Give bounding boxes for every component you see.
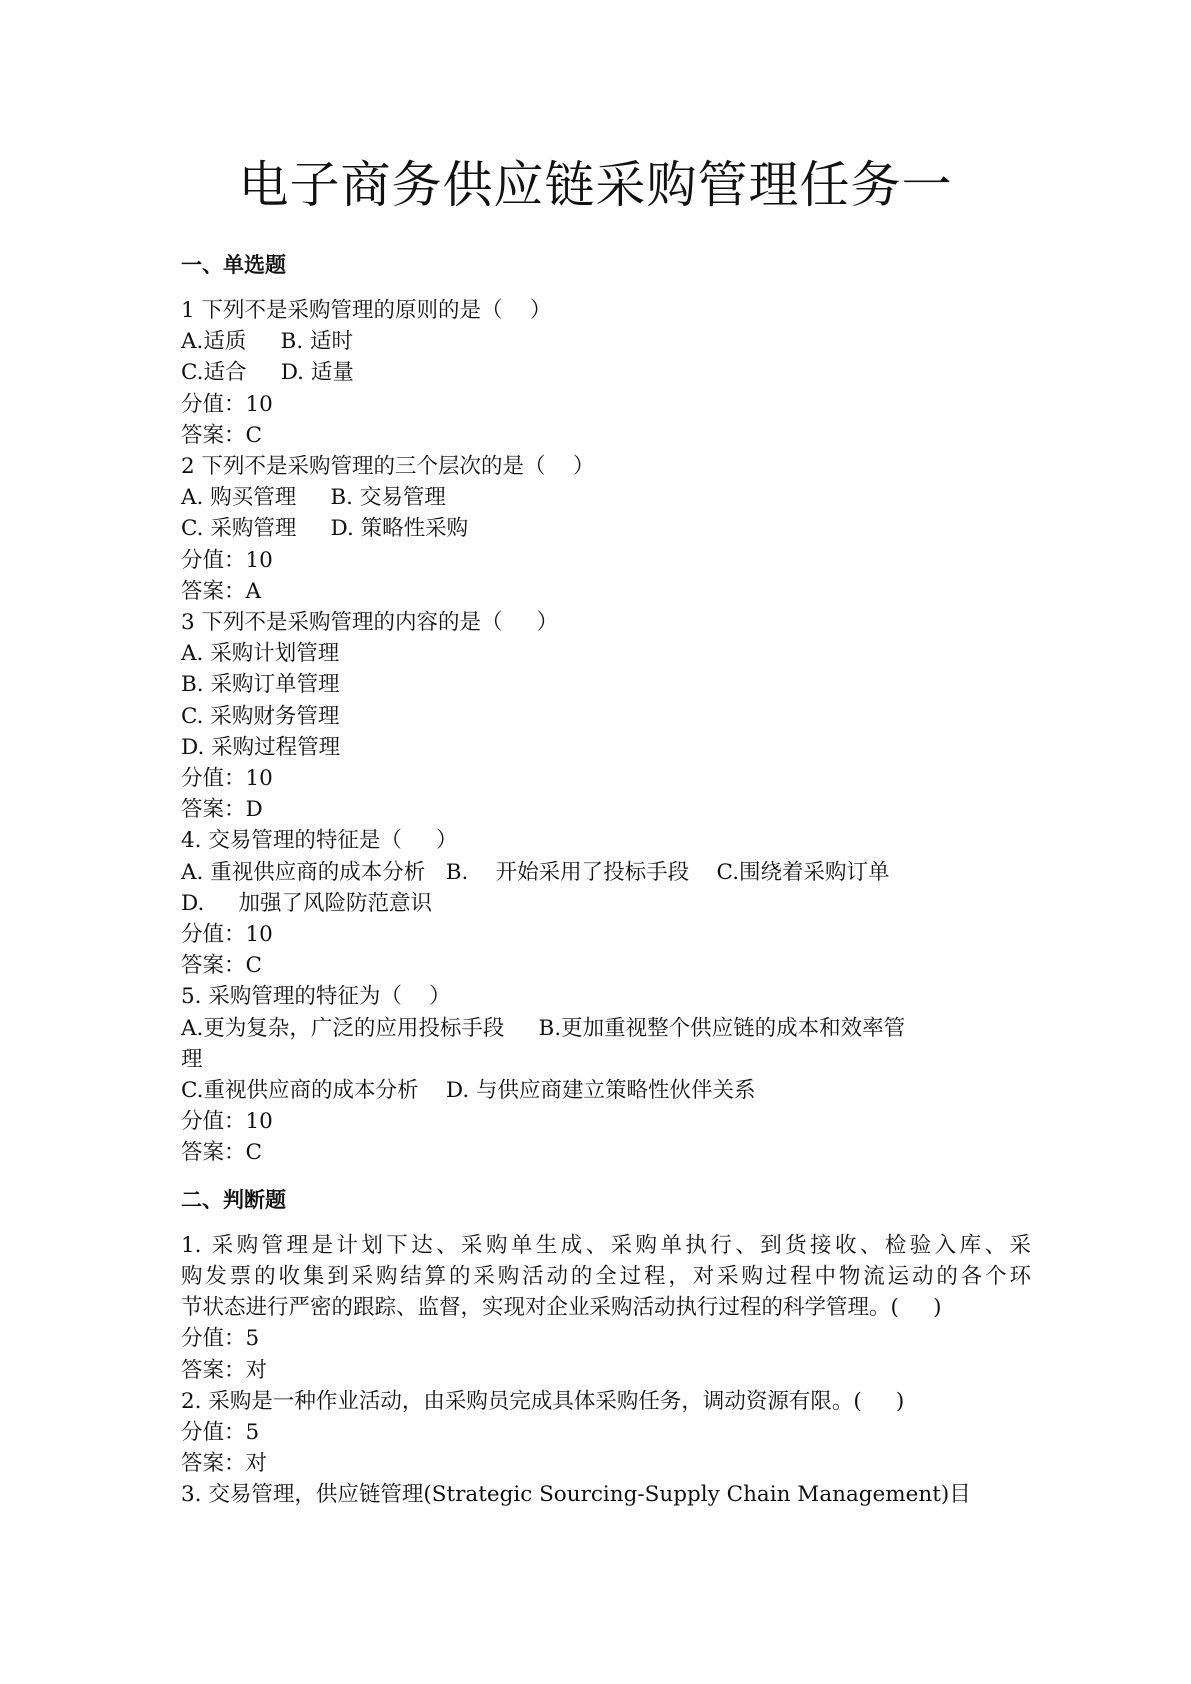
question-options: C.重视供应商的成本分析 D. 与供应商建立策略性伙伴关系 (181, 1078, 756, 1104)
question-block (181, 1479, 1031, 1510)
question-score: 分值：10 (181, 391, 273, 417)
question-answer: 答案：C (181, 953, 262, 979)
question-stem: 3 下列不是采购管理的内容的是（ ） (181, 610, 559, 636)
question-answer: 答案：C (181, 422, 262, 448)
question-answer: 答案：C (181, 1140, 262, 1166)
question-block (181, 825, 1031, 981)
question-stem: 2 下列不是采购管理的三个层次的是（ ） (181, 454, 595, 480)
question-block (181, 1230, 1031, 1386)
question-options: C. 采购管理 D. 策略性采购 (181, 516, 469, 542)
question-stem: 2. 采购是一种作业活动，由采购员完成具体采购任务，调动资源有限。( ) (181, 1388, 905, 1414)
question-answer: 答案：D (181, 797, 263, 823)
question-option: C. 采购财务管理 (181, 703, 340, 729)
question-stem-line: 1. 采购管理是计划下达、采购单生成、采购单执行、到货接收、检验入库、采 (181, 1232, 1031, 1258)
question-options: D. 加强了风险防范意识 (181, 890, 432, 916)
question-stem: 3. 交易管理，供应链管理(Strategic Sourcing-Supply Chain Management)目 (181, 1482, 971, 1508)
question-score: 分值：10 (181, 1109, 273, 1135)
question-block (181, 295, 1031, 451)
question-stem-line: 节状态进行严密的跟踪、监督，实现对企业采购活动执行过程的科学管理。( ) (181, 1295, 942, 1321)
question-options: A. 重视供应商的成本分析 B. 开始采用了投标手段 C.围绕着采购订单 (181, 859, 890, 885)
question-block (181, 981, 1031, 1168)
question-score: 分值：5 (181, 1419, 260, 1445)
question-answer: 答案：对 (181, 1357, 268, 1383)
question-answer: 答案：对 (181, 1451, 268, 1477)
question-block (181, 1386, 1031, 1480)
question-score: 分值：10 (181, 766, 273, 792)
question-options: A.更为复杂，广泛的应用投标手段 B.更加重视整个供应链的成本和效率管 (181, 1015, 906, 1041)
question-block (181, 607, 1031, 825)
question-options: A. 购买管理 B. 交易管理 (181, 485, 446, 511)
question-stem-line: 购发票的收集到采购结算的采购活动的全过程，对采购过程中物流运动的各个环 (181, 1263, 1031, 1289)
question-options: C.适合 D. 适量 (181, 360, 354, 386)
question-stem: 5. 采购管理的特征为（ ） (181, 984, 451, 1010)
question-options-continued: 理 (181, 1046, 203, 1072)
question-score: 分值：10 (181, 547, 273, 573)
question-option: D. 采购过程管理 (181, 734, 341, 760)
section-heading-single-choice: 一、单选题 (181, 253, 286, 277)
question-options: A.适质 B. 适时 (181, 329, 354, 355)
document-body (181, 250, 1031, 1511)
question-answer: 答案：A (181, 578, 262, 604)
section-heading-true-false: 二、判断题 (181, 1187, 286, 1212)
question-stem: 4. 交易管理的特征是（ ） (181, 828, 458, 854)
question-stem: 1 下列不是采购管理的原则的是（ ） (181, 298, 552, 323)
question-block (181, 451, 1031, 607)
question-score: 分值：10 (181, 922, 273, 948)
document-title: 电子商务供应链采购管理任务一 (238, 156, 953, 214)
question-option: A. 采购计划管理 (181, 641, 340, 667)
question-option: B. 采购订单管理 (181, 672, 340, 698)
question-score: 分值：5 (181, 1326, 260, 1352)
